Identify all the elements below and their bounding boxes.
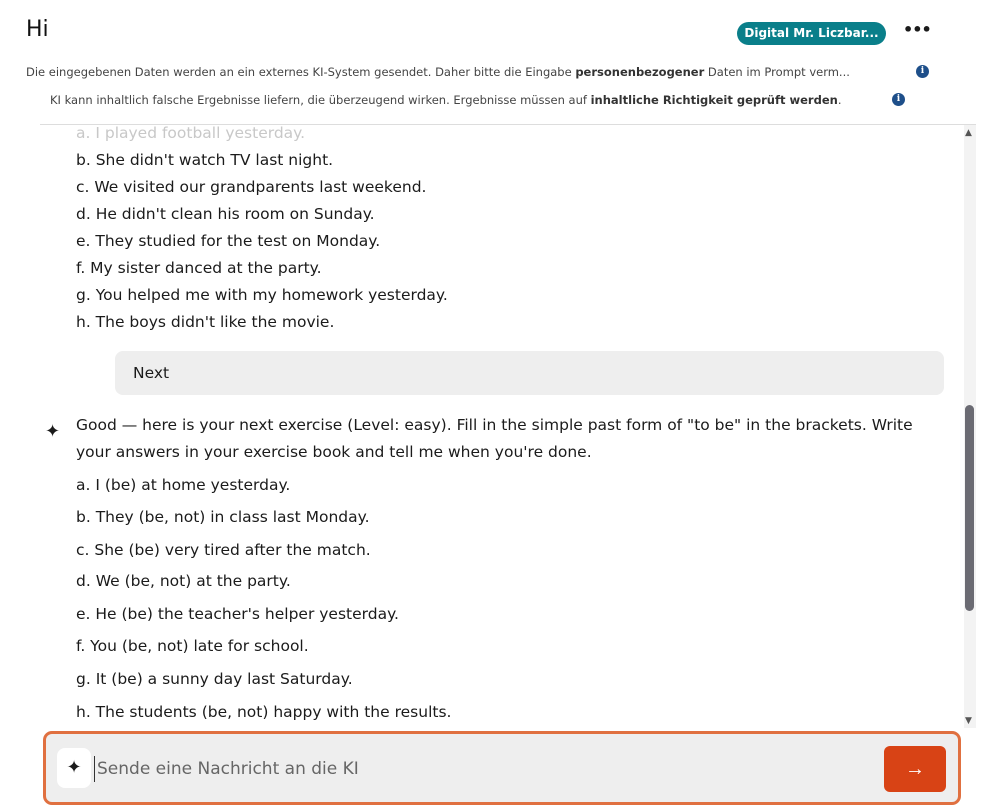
info-icon[interactable]: i xyxy=(892,93,905,106)
list-item: h. The boys didn't like the movie. xyxy=(76,313,335,331)
list-item: a. I played football yesterday. xyxy=(76,125,306,142)
list-item: a. I (be) at home yesterday. xyxy=(76,476,291,494)
more-options-icon[interactable]: ••• xyxy=(903,20,931,39)
message-composer xyxy=(43,731,961,805)
list-item: f. My sister danced at the party. xyxy=(76,259,322,277)
list-item: e. He (be) the teacher's helper yesterday. xyxy=(76,605,399,623)
scroll-up-icon[interactable]: ▲ xyxy=(965,128,972,138)
list-item: f. You (be, not) late for school. xyxy=(76,637,309,655)
ai-sparkle-icon: ✦ xyxy=(45,421,61,442)
list-item: h. The students (be, not) happy with the results. xyxy=(76,703,452,721)
list-item: c. We visited our grandparents last weekend. xyxy=(76,178,427,196)
ai-message-text: your answers in your exercise book and tell me when you're done. xyxy=(76,443,592,461)
sparkle-icon[interactable]: ✦ xyxy=(57,748,91,788)
scroll-down-icon[interactable]: ▼ xyxy=(965,716,972,726)
list-item: d. He didn't clean his room on Sunday. xyxy=(76,205,375,223)
accuracy-notice: KI kann inhaltlich falsche Ergebnisse liefern, die überzeugend wirken. Ergebnisse müssen auf inhaltliche Richtigkeit geprüft werden. xyxy=(50,93,842,107)
list-item: c. She (be) very tired after the match. xyxy=(76,541,371,559)
info-icon[interactable]: i xyxy=(916,65,929,78)
message-input[interactable] xyxy=(94,756,854,782)
privacy-notice: Die eingegebenen Daten werden an ein externes KI-System gesendet. Daher bitte die Eingabe personenbezogener Daten im Prompt verm... xyxy=(26,65,850,79)
list-item: g. It (be) a sunny day last Saturday. xyxy=(76,670,353,688)
user-message: Next xyxy=(115,351,944,395)
page-title: Hi xyxy=(26,17,49,42)
send-button[interactable] xyxy=(884,746,946,792)
list-item: d. We (be, not) at the party. xyxy=(76,572,291,590)
assistant-badge[interactable]: Digital Mr. Liczbar... xyxy=(737,22,886,45)
arrow-right-icon: → xyxy=(905,757,925,780)
chat-scroll-area xyxy=(40,125,964,728)
scrollbar-thumb[interactable] xyxy=(965,405,974,611)
list-item: g. You helped me with my homework yesterday. xyxy=(76,286,448,304)
list-item: b. She didn't watch TV last night. xyxy=(76,151,334,169)
ai-message-text: Good — here is your next exercise (Level: easy). Fill in the simple past form of "to be" in the brackets. Write xyxy=(76,416,913,434)
list-item: b. They (be, not) in class last Monday. xyxy=(76,508,370,526)
list-item: e. They studied for the test on Monday. xyxy=(76,232,381,250)
